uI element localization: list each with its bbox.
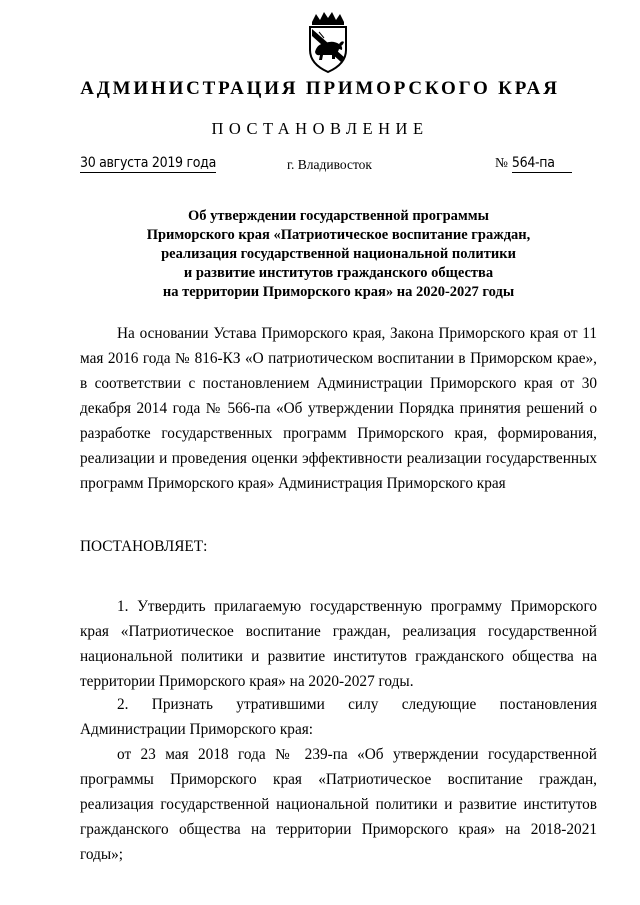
document-heading (80, 207, 597, 302)
item-2-subitem: от 23 мая 2018 года № 239-па «Об утверждении государственной программы Приморского края «Патриотическое воспитание граждан, реализация государственной национальной политики и развитие институтов гражданского общества на территории Приморского края» на 2018-2021 годы»; (80, 746, 597, 863)
item-2-continuation: Администрации Приморского края: (80, 721, 314, 738)
item-1-paragraph: 1. Утвердить прилагаемую государственную программу Приморского края «Патриотическое воспитание граждан, реализация государственной национальной политики и развитие институтов гражданского общества на территории Приморского края» на 2020-2027 годы. (80, 598, 597, 690)
heading-line: Приморского края «Патриотическое воспитание граждан, (146, 227, 531, 243)
document-date: 30 августа 2019 года (80, 155, 217, 171)
document-number (495, 155, 588, 173)
document-meta-row (0, 155, 640, 177)
heading-line: на территории Приморского края» на 2020-2027 годы (162, 284, 515, 300)
document-city: г. Владивосток (287, 157, 372, 172)
heading-line: реализация государственной национальной политики (161, 246, 516, 262)
heading-line: и развитие институтов гражданского общества (183, 265, 494, 281)
coat-of-arms-icon (303, 12, 353, 74)
heading-line: Об утверждении государственной программы (188, 208, 489, 224)
decree-word: ПОСТАНОВЛЯЕТ: (80, 538, 208, 555)
organization-title: АДМИНИСТРАЦИЯ ПРИМОРСКОГО КРАЯ (80, 78, 560, 99)
basis-paragraph: На основании Устава Приморского края, Закона Приморского края от 11 мая 2016 года № 816-КЗ «О патриотическом воспитании в Приморском крае», в соответствии с постановлением Администрации Приморского края от 30 декабря 2014 года № 566-па «Об утверждении Порядка принятия решений о разработке государственных программ Приморского края, формирования, реализации и проведения оценки эффективности реализации государственных программ Приморского края» Администрация Приморского края (80, 325, 597, 492)
number-sign: № (495, 155, 508, 170)
number-value: 564-па (512, 155, 572, 173)
document-type: ПОСТАНОВЛЕНИЕ (211, 119, 429, 138)
item-2-paragraph: 2. Признать утратившими силу следующие постановления (117, 696, 597, 713)
